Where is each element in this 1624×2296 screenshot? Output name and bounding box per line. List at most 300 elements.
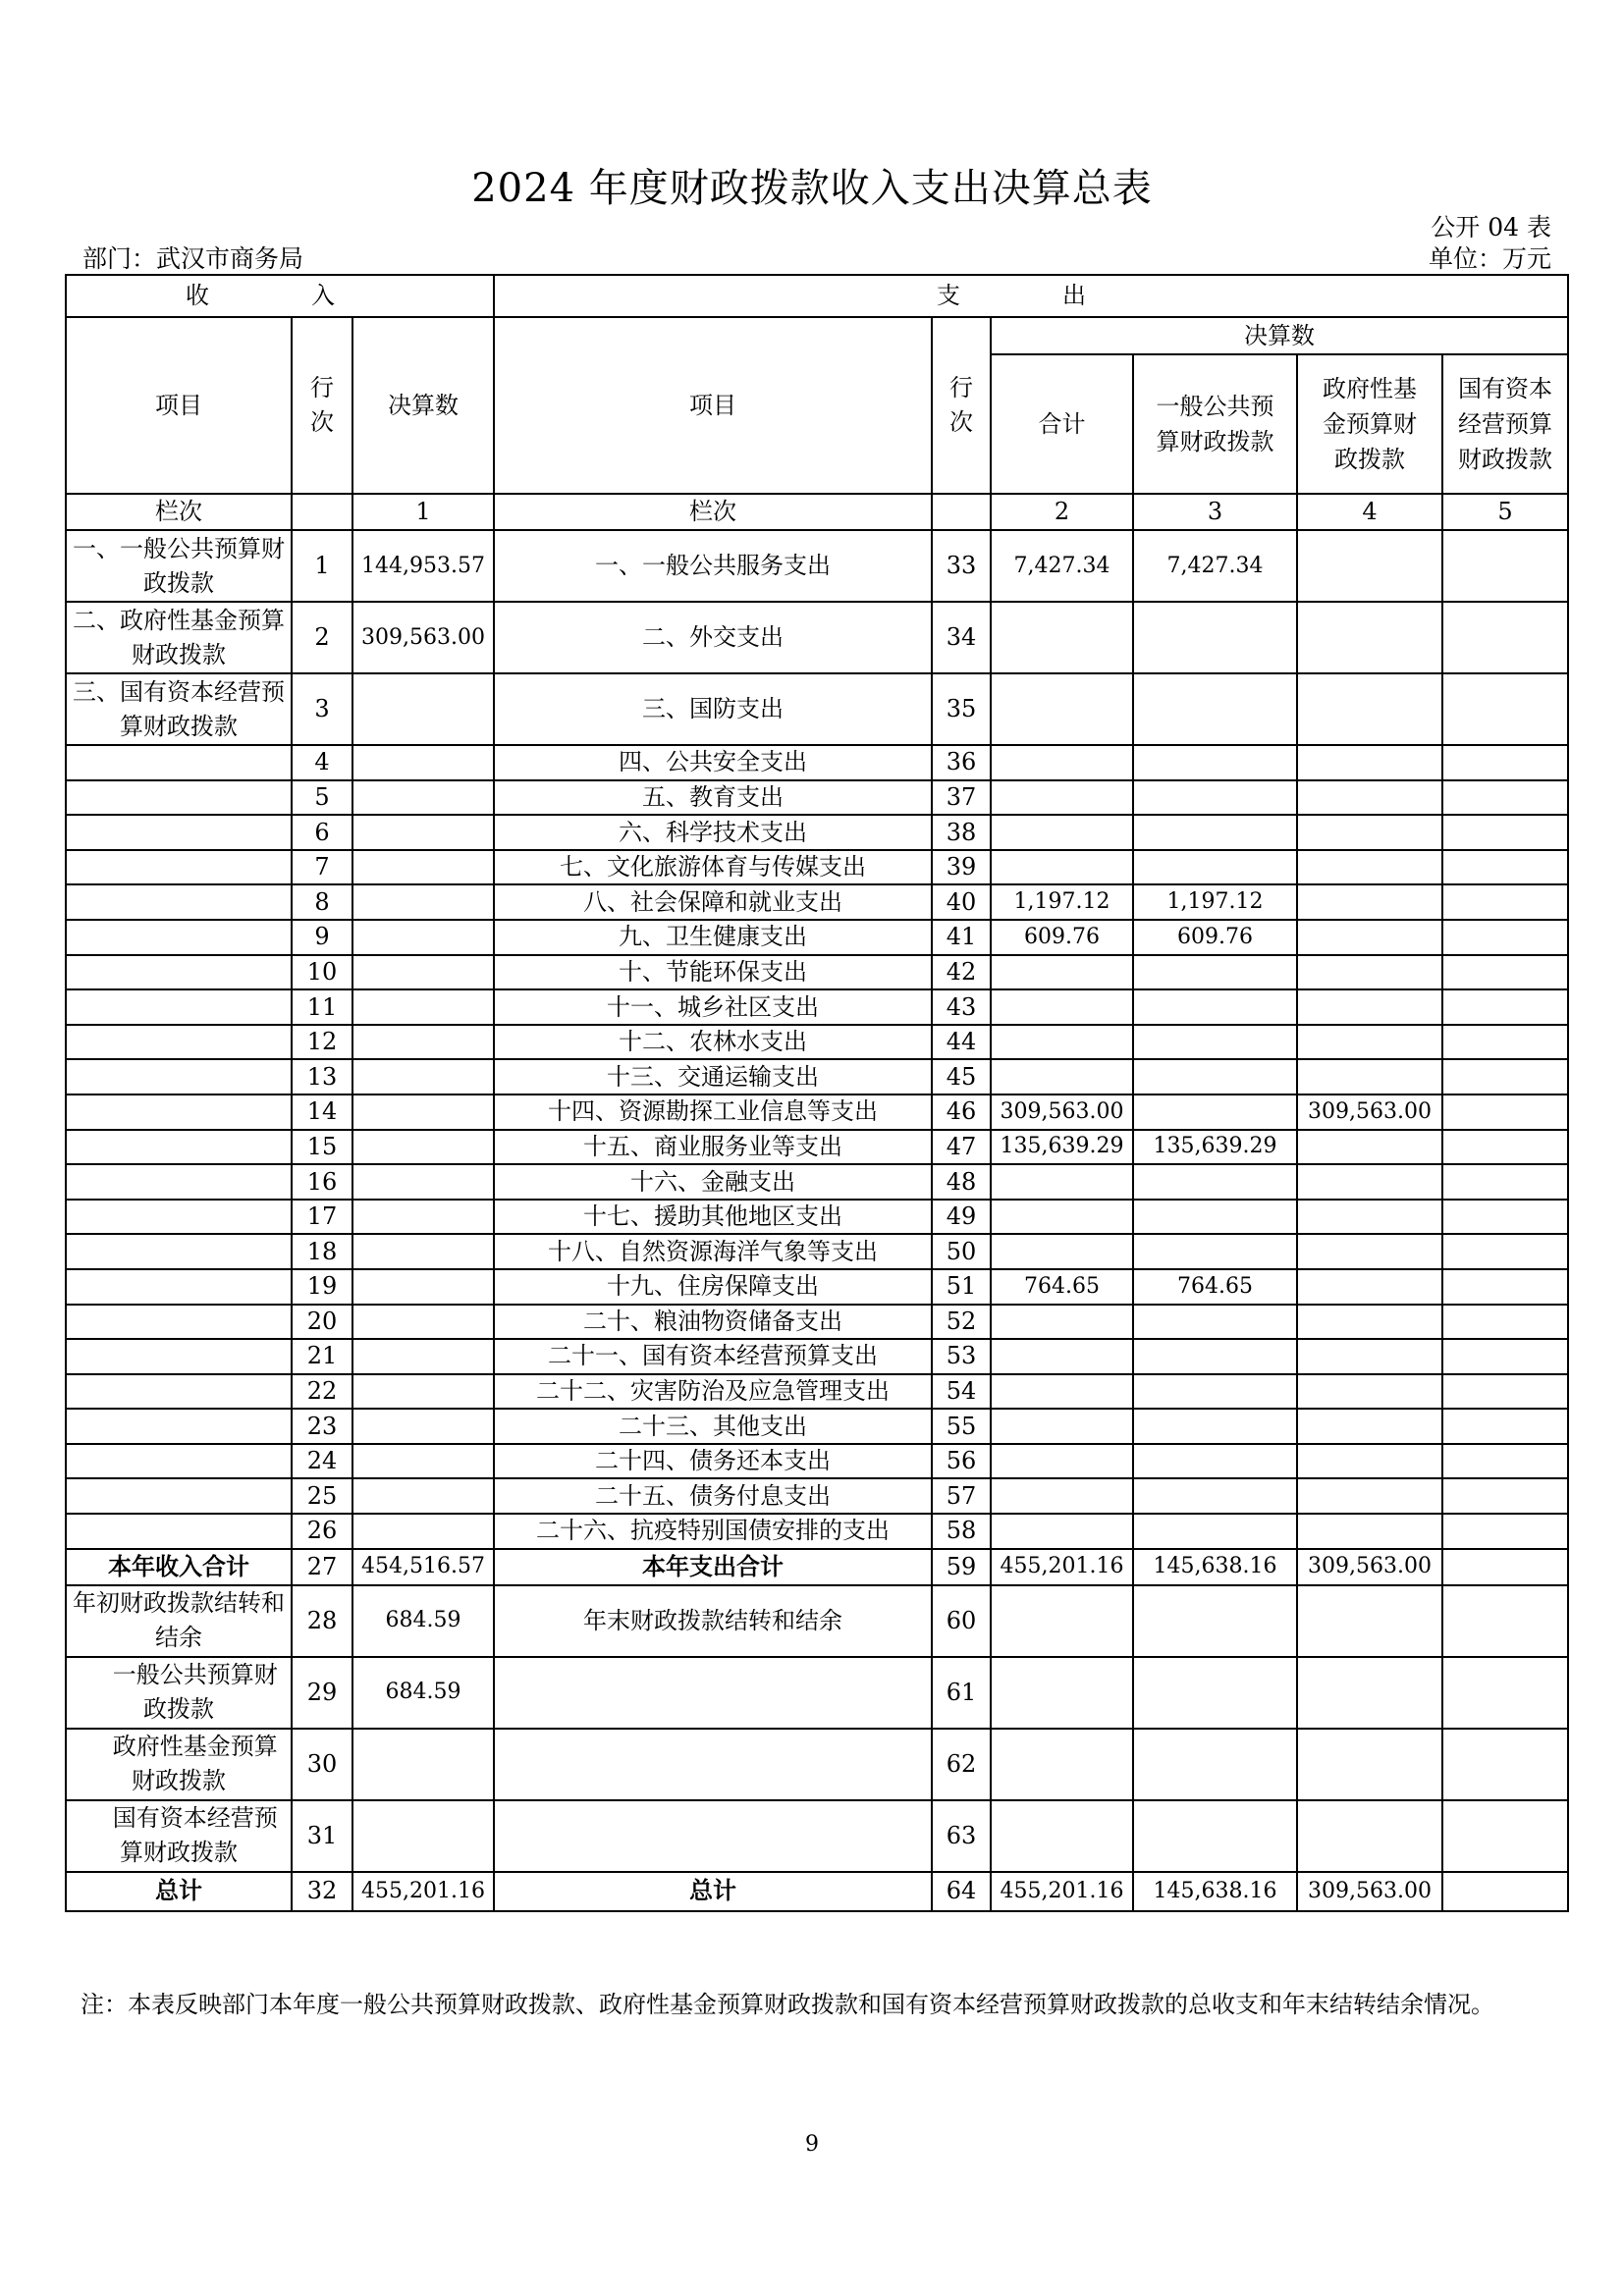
expense-row-no: 60 bbox=[932, 1585, 991, 1657]
state-capital-amount bbox=[1442, 1409, 1568, 1444]
fiscal-appropriation-table bbox=[65, 274, 1569, 1912]
total-header: 合计 bbox=[991, 354, 1133, 494]
expense-section-header: 支 出 bbox=[494, 275, 1568, 317]
income-amount bbox=[352, 1729, 494, 1800]
expense-row-no: 56 bbox=[932, 1444, 991, 1479]
income-amount bbox=[352, 1164, 494, 1200]
general-budget-amount bbox=[1133, 1374, 1297, 1410]
income-amount bbox=[352, 989, 494, 1025]
income-amount: 684.59 bbox=[352, 1585, 494, 1657]
total-amount bbox=[991, 1234, 1133, 1269]
general-budget-amount bbox=[1133, 955, 1297, 990]
income-row-no: 23 bbox=[292, 1409, 352, 1444]
income-amount bbox=[352, 884, 494, 920]
income-amount bbox=[352, 1025, 494, 1060]
expense-row-no: 35 bbox=[932, 673, 991, 745]
expense-row-no: 43 bbox=[932, 989, 991, 1025]
state-capital-amount bbox=[1442, 1549, 1568, 1585]
general-budget-amount bbox=[1133, 602, 1297, 673]
table-row bbox=[66, 1800, 1568, 1872]
income-amount bbox=[352, 1374, 494, 1410]
expense-row-no: 34 bbox=[932, 602, 991, 673]
expense-row-no: 62 bbox=[932, 1729, 991, 1800]
expense-row-no: 42 bbox=[932, 955, 991, 990]
expense-row-no: 41 bbox=[932, 920, 991, 955]
general-budget-amount bbox=[1133, 1800, 1297, 1872]
gov-fund-amount bbox=[1297, 1478, 1442, 1514]
expense-item bbox=[494, 1657, 932, 1729]
table-note: 注：本表反映部门本年度一般公共预算财政拨款、政府性基金预算财政拨款和国有资本经营预算财政拨款的总收支和年末结转结余情况。 bbox=[81, 1991, 1494, 2018]
total-amount: 455,201.16 bbox=[991, 1872, 1133, 1911]
income-amount bbox=[352, 1444, 494, 1479]
income-row-no: 20 bbox=[292, 1305, 352, 1340]
income-row-no: 25 bbox=[292, 1478, 352, 1514]
total-amount: 135,639.29 bbox=[991, 1130, 1133, 1165]
state-capital-amount bbox=[1442, 1130, 1568, 1165]
col-label-empty bbox=[292, 494, 352, 530]
income-item: 年初财政拨款结转和结余 bbox=[66, 1585, 292, 1657]
table-row bbox=[66, 1200, 1568, 1235]
gov-fund-amount bbox=[1297, 1800, 1442, 1872]
page-title: 2024 年度财政拨款收入支出决算总表 bbox=[471, 166, 1153, 211]
gov-fund-header: 政府性基金预算财政拨款 bbox=[1297, 354, 1442, 494]
total-amount bbox=[991, 1585, 1133, 1657]
general-budget-amount bbox=[1133, 850, 1297, 885]
expense-row-no: 63 bbox=[932, 1800, 991, 1872]
total-amount bbox=[991, 1025, 1133, 1060]
general-budget-amount bbox=[1133, 1059, 1297, 1095]
expense-row-no: 33 bbox=[932, 530, 991, 602]
income-item bbox=[66, 920, 292, 955]
income-amount bbox=[352, 955, 494, 990]
income-amount bbox=[352, 1059, 494, 1095]
income-item: 一般公共预算财政拨款 bbox=[66, 1657, 292, 1729]
income-item bbox=[66, 1478, 292, 1514]
expense-item: 六、科学技术支出 bbox=[494, 815, 932, 850]
total-amount bbox=[991, 1164, 1133, 1200]
state-capital-amount bbox=[1442, 1269, 1568, 1305]
gov-fund-amount bbox=[1297, 1729, 1442, 1800]
expense-row-no: 38 bbox=[932, 815, 991, 850]
gov-fund-amount bbox=[1297, 1305, 1442, 1340]
expense-item: 四、公共安全支出 bbox=[494, 745, 932, 780]
gov-fund-amount bbox=[1297, 745, 1442, 780]
income-amount bbox=[352, 1200, 494, 1235]
expense-row-no: 53 bbox=[932, 1339, 991, 1374]
general-budget-amount bbox=[1133, 1444, 1297, 1479]
state-capital-amount bbox=[1442, 1095, 1568, 1130]
total-amount bbox=[991, 1657, 1133, 1729]
expense-row-no: 59 bbox=[932, 1549, 991, 1585]
income-amount bbox=[352, 1800, 494, 1872]
expense-row-no: 58 bbox=[932, 1514, 991, 1549]
gov-fund-amount bbox=[1297, 1657, 1442, 1729]
income-item: 一、一般公共预算财政拨款 bbox=[66, 530, 292, 602]
gov-fund-amount bbox=[1297, 1409, 1442, 1444]
col-number-2: 2 bbox=[991, 494, 1133, 530]
state-capital-amount bbox=[1442, 955, 1568, 990]
income-row-no: 32 bbox=[292, 1872, 352, 1911]
col-number-4: 4 bbox=[1297, 494, 1442, 530]
gov-fund-amount bbox=[1297, 602, 1442, 673]
state-capital-amount bbox=[1442, 850, 1568, 885]
expense-item: 十一、城乡社区支出 bbox=[494, 989, 932, 1025]
table-row bbox=[66, 920, 1568, 955]
table-row bbox=[66, 1729, 1568, 1800]
expense-item: 十九、住房保障支出 bbox=[494, 1269, 932, 1305]
income-amount-header: 决算数 bbox=[352, 317, 494, 494]
income-amount bbox=[352, 1130, 494, 1165]
income-row-no-header: 行 次 bbox=[292, 317, 352, 494]
income-row-no: 12 bbox=[292, 1025, 352, 1060]
income-amount bbox=[352, 1269, 494, 1305]
table-row bbox=[66, 989, 1568, 1025]
income-amount bbox=[352, 920, 494, 955]
income-row-no: 26 bbox=[292, 1514, 352, 1549]
income-amount bbox=[352, 1409, 494, 1444]
general-budget-amount bbox=[1133, 1514, 1297, 1549]
state-capital-amount bbox=[1442, 1478, 1568, 1514]
expense-item: 年末财政拨款结转和结余 bbox=[494, 1585, 932, 1657]
income-item bbox=[66, 1339, 292, 1374]
page-number: 9 bbox=[805, 2132, 819, 2157]
general-budget-amount: 145,638.16 bbox=[1133, 1549, 1297, 1585]
gov-fund-amount bbox=[1297, 673, 1442, 745]
expense-row-no: 45 bbox=[932, 1059, 991, 1095]
table-row bbox=[66, 1872, 1568, 1911]
expense-item: 本年支出合计 bbox=[494, 1549, 932, 1585]
state-capital-amount bbox=[1442, 1514, 1568, 1549]
general-budget-amount bbox=[1133, 1164, 1297, 1200]
expense-item: 十三、交通运输支出 bbox=[494, 1059, 932, 1095]
income-item bbox=[66, 850, 292, 885]
income-amount bbox=[352, 1234, 494, 1269]
total-amount bbox=[991, 850, 1133, 885]
expense-item: 二十四、债务还本支出 bbox=[494, 1444, 932, 1479]
state-capital-amount bbox=[1442, 1729, 1568, 1800]
expense-item: 一、一般公共服务支出 bbox=[494, 530, 932, 602]
income-item: 政府性基金预算财政拨款 bbox=[66, 1729, 292, 1800]
expense-row-no: 48 bbox=[932, 1164, 991, 1200]
income-row-no: 22 bbox=[292, 1374, 352, 1410]
table-row bbox=[66, 1059, 1568, 1095]
income-item bbox=[66, 1374, 292, 1410]
expense-row-no: 44 bbox=[932, 1025, 991, 1060]
gov-fund-amount bbox=[1297, 530, 1442, 602]
state-capital-amount bbox=[1442, 1164, 1568, 1200]
income-item: 总计 bbox=[66, 1872, 292, 1911]
expense-item: 二十五、债务付息支出 bbox=[494, 1478, 932, 1514]
gov-fund-amount bbox=[1297, 1269, 1442, 1305]
gov-fund-amount bbox=[1297, 989, 1442, 1025]
table-row bbox=[66, 1657, 1568, 1729]
total-amount: 309,563.00 bbox=[991, 1095, 1133, 1130]
income-row-no: 16 bbox=[292, 1164, 352, 1200]
general-budget-amount: 1,197.12 bbox=[1133, 884, 1297, 920]
general-budget-amount bbox=[1133, 1305, 1297, 1340]
expense-item: 七、文化旅游体育与传媒支出 bbox=[494, 850, 932, 885]
income-row-no: 4 bbox=[292, 745, 352, 780]
income-row-no: 28 bbox=[292, 1585, 352, 1657]
state-capital-amount bbox=[1442, 1585, 1568, 1657]
table-row bbox=[66, 780, 1568, 816]
column-header-row bbox=[66, 317, 1568, 354]
income-item bbox=[66, 1200, 292, 1235]
gov-fund-amount: 309,563.00 bbox=[1297, 1872, 1442, 1911]
total-amount bbox=[991, 1409, 1133, 1444]
expense-row-no: 50 bbox=[932, 1234, 991, 1269]
income-row-no: 17 bbox=[292, 1200, 352, 1235]
state-capital-amount bbox=[1442, 815, 1568, 850]
general-budget-amount bbox=[1133, 1409, 1297, 1444]
department-label: 部门：武汉市商务局 bbox=[82, 244, 304, 273]
expense-row-no: 57 bbox=[932, 1478, 991, 1514]
income-item bbox=[66, 1095, 292, 1130]
state-capital-amount bbox=[1442, 1059, 1568, 1095]
general-budget-amount: 7,427.34 bbox=[1133, 530, 1297, 602]
table-row bbox=[66, 745, 1568, 780]
gov-fund-amount bbox=[1297, 1164, 1442, 1200]
gov-fund-amount bbox=[1297, 1514, 1442, 1549]
expense-row-no: 61 bbox=[932, 1657, 991, 1729]
expense-item: 十五、商业服务业等支出 bbox=[494, 1130, 932, 1165]
form-number: 公开 04 表 bbox=[1431, 213, 1551, 241]
income-row-no: 29 bbox=[292, 1657, 352, 1729]
state-capital-amount bbox=[1442, 1657, 1568, 1729]
total-amount: 7,427.34 bbox=[991, 530, 1133, 602]
income-item: 三、国有资本经营预算财政拨款 bbox=[66, 673, 292, 745]
state-capital-amount bbox=[1442, 1339, 1568, 1374]
income-amount bbox=[352, 815, 494, 850]
column-number-row bbox=[66, 494, 1568, 530]
gov-fund-amount bbox=[1297, 815, 1442, 850]
income-row-no: 7 bbox=[292, 850, 352, 885]
table-row bbox=[66, 1514, 1568, 1549]
income-row-no: 15 bbox=[292, 1130, 352, 1165]
expense-item: 二十一、国有资本经营预算支出 bbox=[494, 1339, 932, 1374]
expense-item: 五、教育支出 bbox=[494, 780, 932, 816]
expense-item: 总计 bbox=[494, 1872, 932, 1911]
expense-row-no: 47 bbox=[932, 1130, 991, 1165]
income-amount bbox=[352, 1305, 494, 1340]
col-number-1: 1 bbox=[352, 494, 494, 530]
general-budget-amount bbox=[1133, 673, 1297, 745]
total-amount bbox=[991, 1374, 1133, 1410]
general-budget-amount bbox=[1133, 989, 1297, 1025]
expense-item: 三、国防支出 bbox=[494, 673, 932, 745]
state-capital-amount bbox=[1442, 780, 1568, 816]
col-number-3: 3 bbox=[1133, 494, 1297, 530]
table-row bbox=[66, 1234, 1568, 1269]
expense-row-no: 39 bbox=[932, 850, 991, 885]
table-row bbox=[66, 1269, 1568, 1305]
state-capital-amount bbox=[1442, 1374, 1568, 1410]
table-row bbox=[66, 815, 1568, 850]
expense-item: 八、社会保障和就业支出 bbox=[494, 884, 932, 920]
total-amount: 1,197.12 bbox=[991, 884, 1133, 920]
expense-item: 二十三、其他支出 bbox=[494, 1409, 932, 1444]
income-row-no: 31 bbox=[292, 1800, 352, 1872]
general-budget-amount bbox=[1133, 815, 1297, 850]
expense-item bbox=[494, 1729, 932, 1800]
total-amount bbox=[991, 673, 1133, 745]
income-row-no: 14 bbox=[292, 1095, 352, 1130]
gov-fund-amount bbox=[1297, 955, 1442, 990]
general-budget-amount bbox=[1133, 1025, 1297, 1060]
total-amount bbox=[991, 745, 1133, 780]
income-row-no: 3 bbox=[292, 673, 352, 745]
income-item bbox=[66, 1234, 292, 1269]
expense-item: 十八、自然资源海洋气象等支出 bbox=[494, 1234, 932, 1269]
expense-item: 二十六、抗疫特别国债安排的支出 bbox=[494, 1514, 932, 1549]
table-row bbox=[66, 530, 1568, 602]
income-item bbox=[66, 1130, 292, 1165]
income-item bbox=[66, 884, 292, 920]
general-budget-amount bbox=[1133, 1234, 1297, 1269]
table-row bbox=[66, 1025, 1568, 1060]
gov-fund-amount bbox=[1297, 1200, 1442, 1235]
expense-row-no: 52 bbox=[932, 1305, 991, 1340]
income-row-no: 13 bbox=[292, 1059, 352, 1095]
income-row-no: 21 bbox=[292, 1339, 352, 1374]
expense-item: 二十二、灾害防治及应急管理支出 bbox=[494, 1374, 932, 1410]
expense-row-no: 64 bbox=[932, 1872, 991, 1911]
income-row-no: 5 bbox=[292, 780, 352, 816]
expense-row-no: 46 bbox=[932, 1095, 991, 1130]
general-budget-amount bbox=[1133, 1095, 1297, 1130]
income-amount bbox=[352, 1514, 494, 1549]
expense-row-no: 55 bbox=[932, 1409, 991, 1444]
state-capital-amount bbox=[1442, 989, 1568, 1025]
income-item: 国有资本经营预算财政拨款 bbox=[66, 1800, 292, 1872]
gov-fund-amount bbox=[1297, 1444, 1442, 1479]
expense-amount-group-header: 决算数 bbox=[991, 317, 1568, 354]
table-row bbox=[66, 884, 1568, 920]
general-budget-amount: 135,639.29 bbox=[1133, 1130, 1297, 1165]
general-budget-amount bbox=[1133, 1585, 1297, 1657]
table-row bbox=[66, 1585, 1568, 1657]
gov-fund-amount: 309,563.00 bbox=[1297, 1095, 1442, 1130]
income-item-header: 项目 bbox=[66, 317, 292, 494]
total-amount: 609.76 bbox=[991, 920, 1133, 955]
income-amount bbox=[352, 850, 494, 885]
income-row-no: 6 bbox=[292, 815, 352, 850]
state-capital-amount bbox=[1442, 1872, 1568, 1911]
gov-fund-amount bbox=[1297, 884, 1442, 920]
income-item: 二、政府性基金预算财政拨款 bbox=[66, 602, 292, 673]
income-item bbox=[66, 1409, 292, 1444]
income-item: 本年收入合计 bbox=[66, 1549, 292, 1585]
income-row-no: 2 bbox=[292, 602, 352, 673]
table-row bbox=[66, 850, 1568, 885]
table-row bbox=[66, 673, 1568, 745]
table-row bbox=[66, 1409, 1568, 1444]
total-amount bbox=[991, 780, 1133, 816]
state-capital-amount bbox=[1442, 1200, 1568, 1235]
income-amount: 455,201.16 bbox=[352, 1872, 494, 1911]
state-capital-amount bbox=[1442, 884, 1568, 920]
total-amount bbox=[991, 955, 1133, 990]
gov-fund-amount bbox=[1297, 1585, 1442, 1657]
income-item bbox=[66, 745, 292, 780]
expense-item: 九、卫生健康支出 bbox=[494, 920, 932, 955]
income-item bbox=[66, 1025, 292, 1060]
state-capital-amount bbox=[1442, 745, 1568, 780]
gov-fund-amount: 309,563.00 bbox=[1297, 1549, 1442, 1585]
income-item bbox=[66, 955, 292, 990]
table-row bbox=[66, 1305, 1568, 1340]
income-item bbox=[66, 1059, 292, 1095]
table-row bbox=[66, 1339, 1568, 1374]
gov-fund-amount bbox=[1297, 1234, 1442, 1269]
total-amount bbox=[991, 1478, 1133, 1514]
income-amount bbox=[352, 780, 494, 816]
table-row bbox=[66, 955, 1568, 990]
income-amount: 684.59 bbox=[352, 1657, 494, 1729]
state-capital-amount bbox=[1442, 1800, 1568, 1872]
table-row bbox=[66, 1478, 1568, 1514]
income-amount bbox=[352, 673, 494, 745]
unit-label: 单位：万元 bbox=[1428, 244, 1551, 273]
gov-fund-amount bbox=[1297, 920, 1442, 955]
table-row bbox=[66, 1549, 1568, 1585]
income-row-no: 24 bbox=[292, 1444, 352, 1479]
income-row-no: 19 bbox=[292, 1269, 352, 1305]
expense-item-header: 项目 bbox=[494, 317, 932, 494]
expense-item: 十二、农林水支出 bbox=[494, 1025, 932, 1060]
state-capital-amount bbox=[1442, 673, 1568, 745]
table-row bbox=[66, 1164, 1568, 1200]
general-budget-amount bbox=[1133, 1729, 1297, 1800]
expense-item: 十六、金融支出 bbox=[494, 1164, 932, 1200]
income-amount bbox=[352, 745, 494, 780]
total-amount bbox=[991, 1339, 1133, 1374]
state-capital-amount bbox=[1442, 602, 1568, 673]
expense-row-no: 51 bbox=[932, 1269, 991, 1305]
gov-fund-amount bbox=[1297, 1025, 1442, 1060]
expense-row-no: 37 bbox=[932, 780, 991, 816]
general-budget-amount bbox=[1133, 745, 1297, 780]
general-budget-amount bbox=[1133, 1200, 1297, 1235]
expense-item: 十七、援助其他地区支出 bbox=[494, 1200, 932, 1235]
total-amount bbox=[991, 602, 1133, 673]
gov-fund-amount bbox=[1297, 850, 1442, 885]
income-row-no: 8 bbox=[292, 884, 352, 920]
total-amount bbox=[991, 1059, 1133, 1095]
total-amount bbox=[991, 1729, 1133, 1800]
table-row bbox=[66, 1374, 1568, 1410]
state-capital-amount bbox=[1442, 1305, 1568, 1340]
income-item bbox=[66, 989, 292, 1025]
income-row-no: 18 bbox=[292, 1234, 352, 1269]
general-budget-amount: 764.65 bbox=[1133, 1269, 1297, 1305]
total-amount bbox=[991, 1800, 1133, 1872]
income-amount: 144,953.57 bbox=[352, 530, 494, 602]
income-row-no: 30 bbox=[292, 1729, 352, 1800]
income-amount bbox=[352, 1339, 494, 1374]
expense-item: 十四、资源勘探工业信息等支出 bbox=[494, 1095, 932, 1130]
gov-fund-amount bbox=[1297, 1059, 1442, 1095]
income-amount bbox=[352, 1478, 494, 1514]
state-capital-amount bbox=[1442, 1444, 1568, 1479]
income-amount bbox=[352, 1095, 494, 1130]
income-item bbox=[66, 1514, 292, 1549]
gov-fund-amount bbox=[1297, 780, 1442, 816]
income-item bbox=[66, 1269, 292, 1305]
income-item bbox=[66, 1305, 292, 1340]
income-section-header: 收 入 bbox=[66, 275, 494, 317]
gov-fund-amount bbox=[1297, 1130, 1442, 1165]
